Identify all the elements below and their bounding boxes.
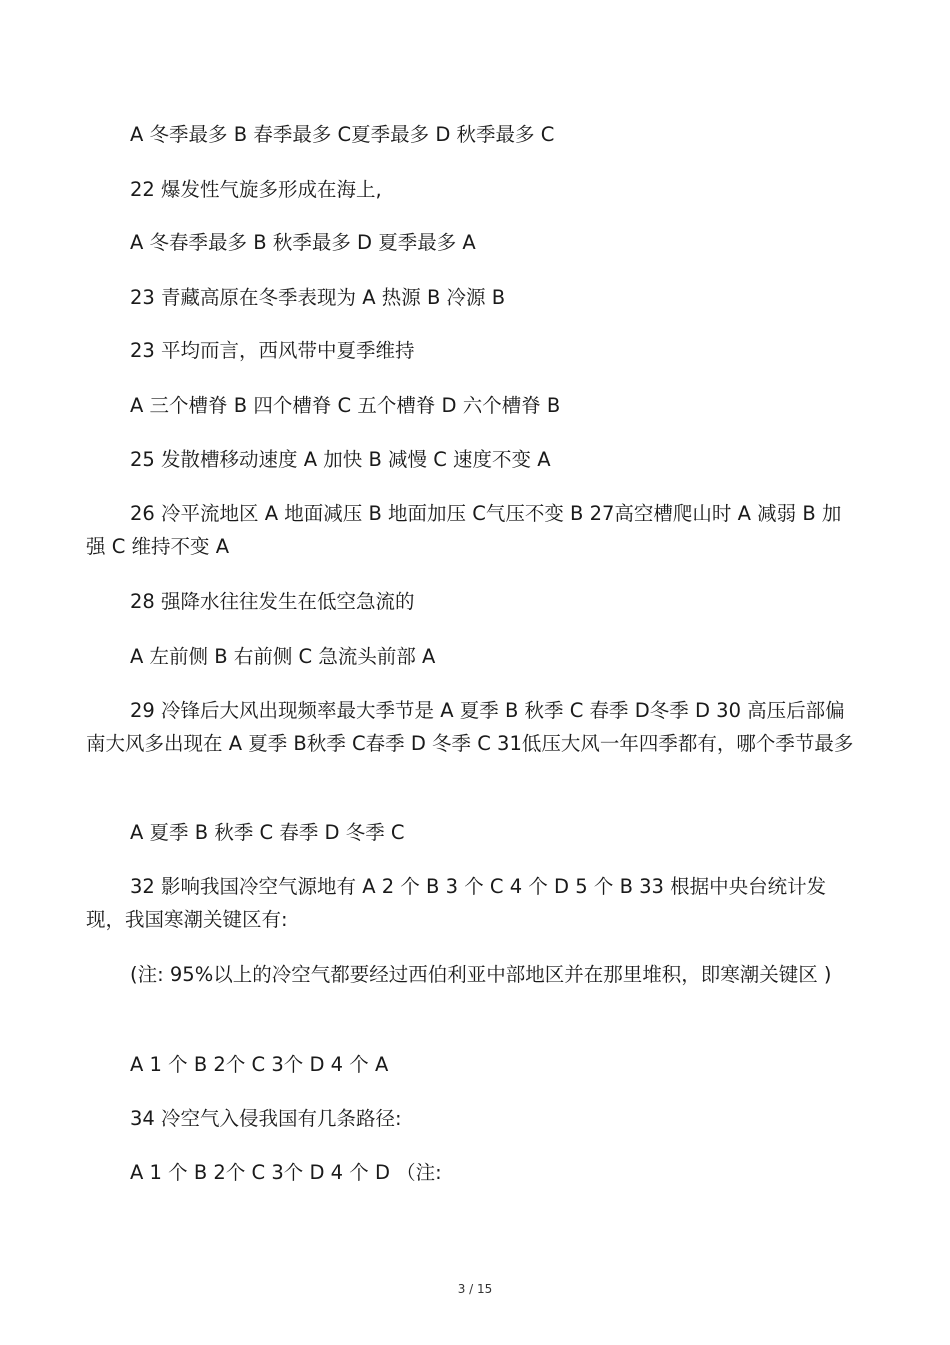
question-28-options: A 左前侧 B 右前侧 C 急流头前部 A (130, 645, 436, 668)
question-23b-options: A 三个槽脊 B 四个槽脊 C 五个槽脊 D 六个槽脊 B (130, 394, 561, 417)
question-34: 34 冷空气入侵我国有几条路径: (130, 1107, 402, 1130)
question-23a: 23 青藏高原在冬季表现为 A 热源 B 冷源 B (130, 286, 506, 309)
question-25: 25 发散槽移动速度 A 加快 B 减慢 C 速度不变 A (130, 448, 551, 471)
question-34-options: A 1 个 B 2个 C 3个 D 4 个 D （注: (130, 1161, 442, 1184)
question-22: 22 爆发性气旋多形成在海上, (130, 178, 382, 201)
question-31-options: A 夏季 B 秋季 C 春季 D 冬季 C (130, 821, 405, 844)
question-26-27: 26 冷平流地区 A 地面减压 B 地面加压 C气压不变 B 27高空槽爬山时 A 减弱 B 加强 C 维持不变 A (86, 502, 842, 558)
question-22-options: A 冬春季最多 B 秋季最多 D 夏季最多 A (130, 231, 476, 254)
question-32-33: 32 影响我国冷空气源地有 A 2 个 B 3 个 C 4 个 D 5 个 B 33 根据中央台统计发现，我国寒潮关键区有: (86, 875, 827, 931)
question-23b: 23 平均而言，西风带中夏季维持 (130, 339, 415, 362)
page-number: 3 / 15 (457, 1282, 493, 1296)
question-28: 28 强降水往往发生在低空急流的 (130, 590, 415, 613)
question-21-options: A 冬季最多 B 春季最多 C夏季最多 D 秋季最多 C (130, 123, 555, 146)
question-29-31: 29 冷锋后大风出现频率最大季节是 A 夏季 B 秋季 C 春季 D冬季 D 30 高压后部偏南大风多出现在 A 夏季 B秋季 C春季 D 冬季 C 31低压大风一年四季都有，哪个季节最多 (86, 699, 854, 755)
question-33-options: A 1 个 B 2个 C 3个 D 4 个 A (130, 1053, 389, 1076)
note-cold-wave-key-area: (注: 95%以上的冷空气都要经过西伯利亚中部地区并在那里堆积，即寒潮关键区 ) (130, 963, 832, 986)
